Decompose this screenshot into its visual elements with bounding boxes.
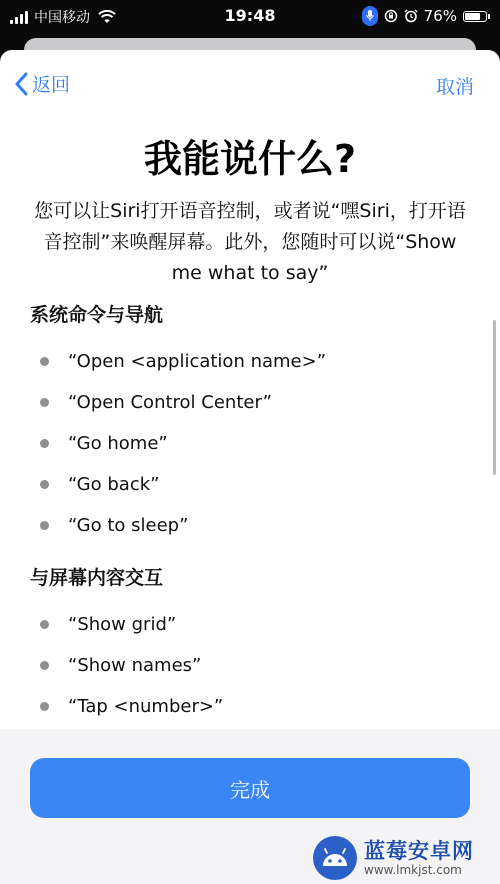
back-button[interactable]: [14, 70, 70, 97]
list-item: “Show grid”: [40, 604, 223, 645]
bullet-icon: [40, 521, 49, 530]
carrier-name: 中国移动: [34, 10, 90, 26]
microphone-icon: [362, 6, 378, 26]
watermark: [312, 832, 500, 884]
command-list-screen: [40, 604, 223, 727]
cancel-button[interactable]: 取消: [435, 76, 474, 98]
battery-icon: [463, 11, 490, 22]
intro-text: 您可以让Siri打开语音控制，或者说“嘿Siri，打开语音控制”来唤醒屏幕。此外，您随时可以说“Show me what to say”: [34, 200, 466, 284]
watermark-url: www.lmkjst.com: [364, 863, 462, 877]
section-heading-system: 系统命令与导航: [30, 304, 164, 326]
status-time: 19:48: [224, 6, 276, 25]
status-bar: [0, 0, 500, 32]
bullet-icon: [40, 439, 49, 448]
list-item: “Open Control Center”: [40, 382, 326, 423]
bullet-icon: [40, 398, 49, 407]
status-right: [362, 6, 490, 26]
android-logo-icon: [312, 835, 358, 881]
list-item: “Go to sleep”: [40, 505, 326, 546]
list-item: “Tap <number>”: [40, 686, 223, 727]
section-heading-screen: 与屏幕内容交互: [30, 567, 164, 589]
bullet-icon: [40, 357, 49, 366]
battery-percent: 76%: [423, 7, 457, 25]
watermark-text: [364, 839, 474, 877]
back-label: 返回: [32, 74, 71, 96]
orientation-lock-icon: [384, 9, 398, 23]
list-item: “Go home”: [40, 423, 326, 464]
bullet-icon: [40, 480, 49, 489]
bullet-icon: [40, 661, 49, 670]
bullet-icon: [40, 702, 49, 711]
voice-control-sheet: [0, 50, 500, 884]
list-item: “Open <application name>”: [40, 341, 326, 382]
scroll-indicator[interactable]: [493, 320, 496, 475]
chevron-left-icon: [14, 72, 28, 96]
watermark-title: 蓝莓安卓网: [364, 839, 474, 863]
done-button[interactable]: 完成: [30, 758, 470, 818]
list-item: “Show names”: [40, 645, 223, 686]
bullet-icon: [40, 620, 49, 629]
alarm-icon: [404, 9, 418, 23]
list-item: “Go back”: [40, 464, 326, 505]
page-title: 我能说什么?: [143, 137, 357, 181]
command-list-system: [40, 341, 326, 546]
